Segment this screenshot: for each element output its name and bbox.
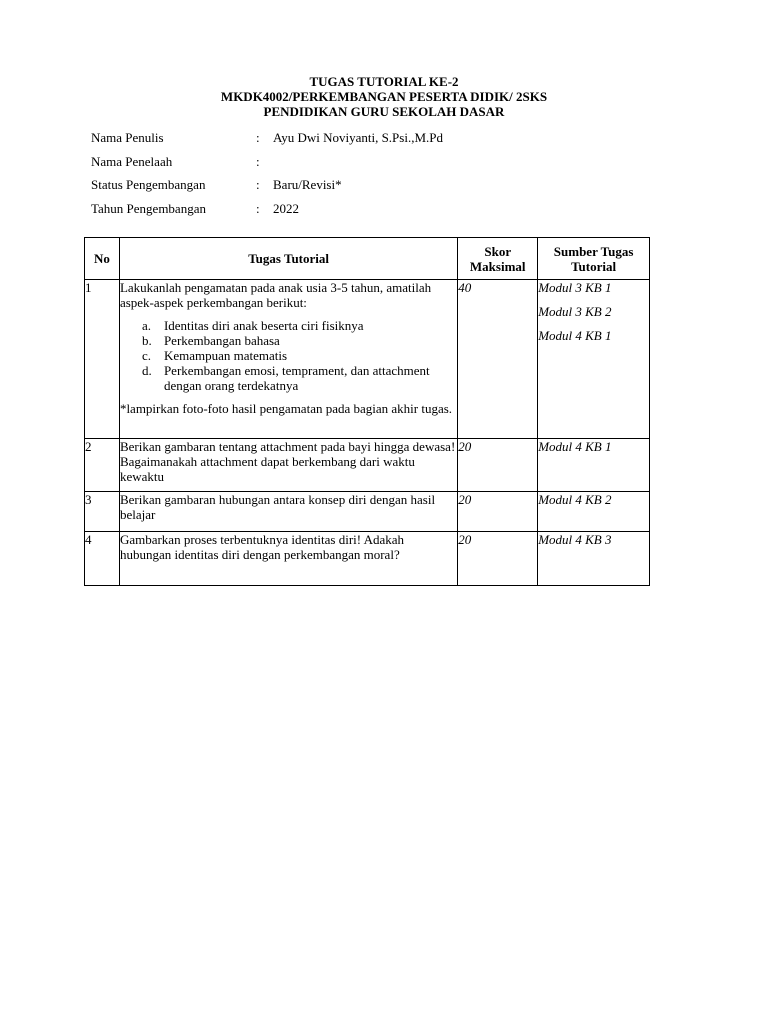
header-score — [458, 238, 538, 280]
list-item — [120, 333, 457, 348]
meta-label: Nama Penelaah — [91, 153, 173, 169]
task-text: Lakukanlah pengamatan pada anak usia 3-5 tahun, amatilah aspek-aspek perkembangan berikut: — [119, 280, 432, 310]
row-score: 20 — [458, 439, 538, 492]
header-source-line2: Tutorial — [571, 258, 617, 274]
metadata-block — [91, 130, 443, 225]
row-source — [538, 280, 650, 439]
row-score: 20 — [458, 532, 538, 586]
row-task: Berikan gambaran tentang attachment pada bayi hingga dewasa! Bagaimanakah attachment dapat berkembang dari waktu kewaktu — [119, 439, 457, 492]
document-header — [0, 74, 768, 119]
meta-row-year — [91, 201, 443, 225]
row-no: 2 — [85, 439, 120, 492]
source-item: Modul 4 KB 1 — [538, 328, 612, 343]
list-item — [120, 363, 457, 393]
list-item — [120, 348, 457, 363]
row-score: 40 — [458, 280, 538, 439]
meta-label: Tahun Pengembangan — [91, 201, 206, 217]
table-row — [85, 439, 650, 492]
table-row — [85, 532, 650, 586]
meta-value: Baru/Revisi* — [273, 177, 342, 193]
meta-value: Ayu Dwi Noviyanti, S.Psi.,M.Pd — [273, 130, 443, 145]
meta-label: Status Pengembangan — [91, 177, 206, 193]
meta-label: Nama Penulis — [91, 130, 164, 145]
list-text: Perkembangan emosi, temprament, dan attachment dengan orang terdekatnya — [163, 363, 430, 393]
meta-row-reviewer — [91, 154, 443, 178]
meta-colon: : — [256, 177, 260, 193]
meta-colon: : — [256, 153, 260, 169]
row-no: 4 — [85, 532, 120, 586]
row-task: Gambarkan proses terbentuknya identitas diri! Adakah hubungan identitas diri dengan perkembangan moral? — [119, 532, 457, 586]
table-header-row — [85, 238, 650, 280]
source-item: Modul 4 KB 1 — [538, 439, 612, 454]
observation-list — [120, 318, 457, 393]
list-text: Kemampuan matematis — [163, 348, 288, 363]
row-source — [538, 439, 650, 492]
source-item: Modul 3 KB 2 — [538, 304, 612, 319]
list-marker: c. — [141, 348, 151, 363]
header-score-line1: Skor — [484, 243, 512, 259]
source-item: Modul 4 KB 3 — [538, 532, 612, 547]
row-source — [538, 492, 650, 532]
header-no: No — [85, 238, 120, 280]
list-text: Perkembangan bahasa — [163, 333, 280, 348]
header-score-line2: Maksimal — [469, 258, 526, 274]
meta-colon: : — [256, 201, 260, 217]
tutorial-task-table — [84, 237, 650, 586]
source-item: Modul 3 KB 1 — [538, 280, 612, 295]
list-text: Identitas diri anak beserta ciri fisiknya — [163, 318, 364, 333]
meta-colon: : — [256, 130, 260, 145]
row-score: 20 — [458, 492, 538, 532]
header-source-line1: Sumber Tugas — [553, 243, 634, 259]
list-marker: b. — [141, 333, 152, 348]
task-note: *lampirkan foto-foto hasil pengamatan pada bagian akhir tugas. — [119, 401, 453, 416]
header-course: MKDK4002/PERKEMBANGAN PESERTA DIDIK/ 2SKS — [220, 89, 548, 104]
header-title: TUGAS TUTORIAL KE-2 — [309, 74, 459, 89]
row-task: Berikan gambaran hubungan antara konsep diri dengan hasil belajar — [119, 492, 457, 532]
list-marker: a. — [141, 318, 151, 333]
meta-row-author — [91, 130, 443, 154]
row-source — [538, 532, 650, 586]
row-no: 1 — [85, 280, 120, 439]
header-source — [538, 238, 650, 280]
row-task — [119, 280, 457, 439]
source-item: Modul 4 KB 2 — [538, 492, 612, 507]
row-no: 3 — [85, 492, 120, 532]
table-row — [85, 280, 650, 439]
table-row — [85, 492, 650, 532]
list-marker: d. — [141, 363, 152, 378]
header-task: Tugas Tutorial — [119, 238, 457, 280]
meta-value: 2022 — [273, 201, 299, 217]
meta-row-status — [91, 177, 443, 201]
list-item — [120, 318, 457, 333]
header-program: PENDIDIKAN GURU SEKOLAH DASAR — [263, 104, 505, 119]
